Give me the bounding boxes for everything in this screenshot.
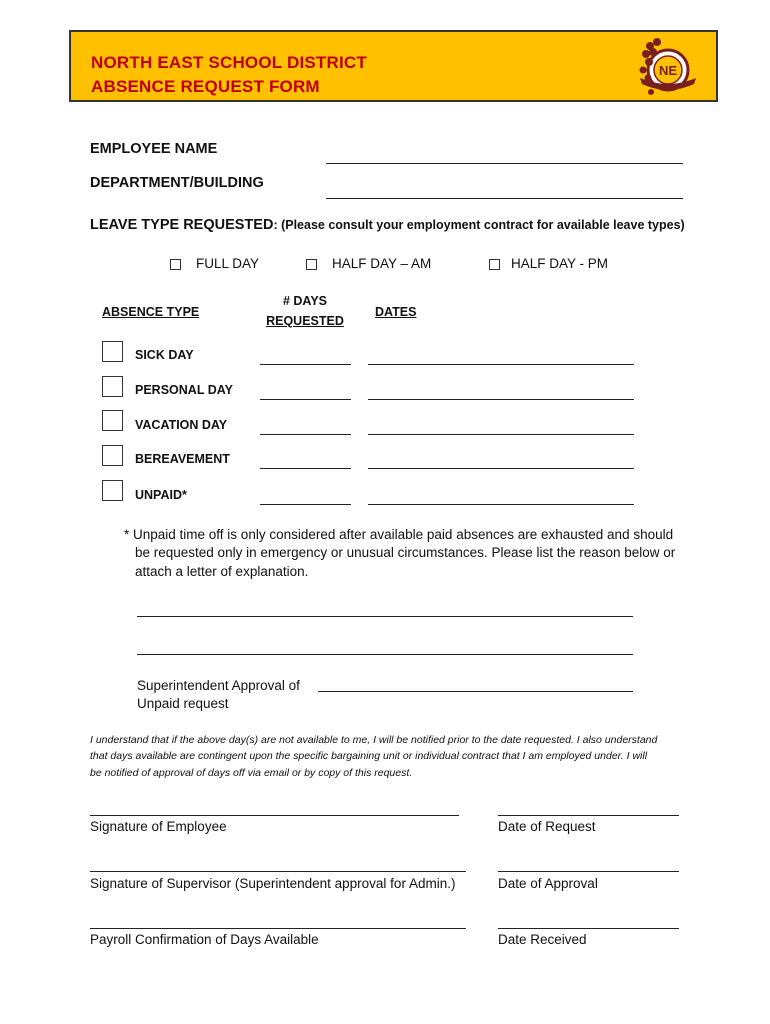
superintendent-approval-label: Superintendent Approval of	[137, 678, 300, 693]
district-title: NORTH EAST SCHOOL DISTRICT	[91, 53, 367, 72]
reason-line-1[interactable]	[137, 616, 633, 617]
department-field[interactable]	[326, 198, 683, 199]
supervisor-signature-field[interactable]	[90, 871, 466, 872]
bereavement-label: BEREAVEMENT	[135, 452, 230, 466]
bereavement-dates-field[interactable]	[368, 468, 634, 469]
date-of-request-label: Date of Request	[498, 819, 596, 834]
half-day-pm-label: HALF DAY - PM	[511, 256, 609, 271]
vacation-day-days-field[interactable]	[260, 434, 351, 435]
vacation-day-label: VACATION DAY	[135, 418, 228, 432]
date-of-approval-label: Date of Approval	[498, 876, 598, 891]
absence-type-header: ABSENCE TYPE	[102, 305, 200, 319]
superintendent-approval-field[interactable]	[318, 691, 633, 692]
district-logo-icon	[632, 32, 702, 100]
full-day-label: FULL DAY	[196, 256, 260, 271]
vacation-day-dates-field[interactable]	[368, 434, 634, 435]
half-day-am-checkbox[interactable]	[306, 259, 317, 270]
date-received-label: Date Received	[498, 932, 587, 947]
disclaimer-line3: be notified of approval of days off via email or by copy of this request.	[90, 767, 413, 779]
payroll-confirmation-field[interactable]	[90, 928, 466, 929]
half-day-pm-checkbox[interactable]	[489, 259, 500, 270]
employee-signature-label: Signature of Employee	[90, 819, 227, 834]
disclaimer-line1: I understand that if the above day(s) are not available to me, I will be notified prior to the date requested. I also understand	[90, 734, 658, 746]
date-of-approval-field[interactable]	[498, 871, 679, 872]
bereavement-days-field[interactable]	[260, 468, 351, 469]
employee-name-field[interactable]	[326, 163, 683, 164]
unpaid-days-field[interactable]	[260, 504, 351, 505]
personal-day-days-field[interactable]	[260, 399, 351, 400]
unpaid-label: UNPAID*	[135, 488, 187, 502]
unpaid-checkbox[interactable]	[102, 480, 123, 501]
reason-line-2[interactable]	[137, 654, 633, 655]
half-day-am-label: HALF DAY – AM	[332, 256, 432, 271]
sick-day-label: SICK DAY	[135, 348, 194, 362]
leave-type-note: : (Please consult your employment contract for available leave types)	[273, 218, 685, 232]
supervisor-signature-label: Signature of Supervisor (Superintendent approval for Admin.)	[90, 876, 456, 891]
leave-type-heading	[90, 216, 685, 234]
sick-day-dates-field[interactable]	[368, 364, 634, 365]
personal-day-dates-field[interactable]	[368, 399, 634, 400]
unpaid-dates-field[interactable]	[368, 504, 634, 505]
unpaid-note-line1: * Unpaid time off is only considered after available paid absences are exhausted and should	[124, 527, 674, 542]
leave-type-label: LEAVE TYPE REQUESTED	[90, 217, 274, 233]
vacation-day-checkbox[interactable]	[102, 410, 123, 431]
personal-day-label: PERSONAL DAY	[135, 383, 233, 397]
full-day-checkbox[interactable]	[170, 259, 181, 270]
dates-header: DATES	[375, 305, 417, 319]
bereavement-checkbox[interactable]	[102, 445, 123, 466]
sick-day-days-field[interactable]	[260, 364, 351, 365]
form-header	[69, 30, 718, 102]
employee-name-label: EMPLOYEE NAME	[90, 141, 218, 157]
sick-day-checkbox[interactable]	[102, 341, 123, 362]
svg-text:NE: NE	[658, 63, 678, 78]
form-title: ABSENCE REQUEST FORM	[91, 77, 320, 96]
days-header-line2: REQUESTED	[266, 314, 344, 328]
days-header-line1: # DAYS	[282, 294, 327, 308]
unpaid-note-line2: be requested only in emergency or unusual circumstances. Please list the reason below or	[135, 545, 676, 560]
disclaimer-line2: that days available are contingent upon the specific bargaining unit or individual contract that I am employed under. I will	[90, 750, 648, 762]
personal-day-checkbox[interactable]	[102, 376, 123, 397]
date-received-field[interactable]	[498, 928, 679, 929]
payroll-confirmation-label: Payroll Confirmation of Days Available	[90, 932, 319, 947]
unpaid-request-label: Unpaid request	[137, 696, 229, 711]
date-of-request-field[interactable]	[498, 815, 679, 816]
department-label: DEPARTMENT/BUILDING	[90, 175, 264, 191]
unpaid-note-line3: attach a letter of explanation.	[135, 564, 309, 579]
employee-signature-field[interactable]	[90, 815, 459, 816]
